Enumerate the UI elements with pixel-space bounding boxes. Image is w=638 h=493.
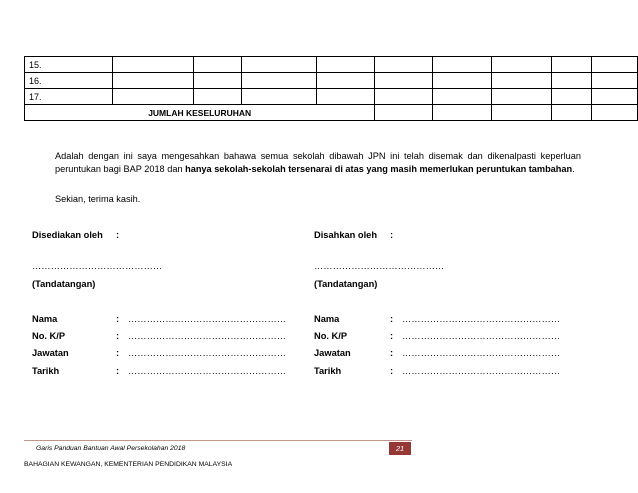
- table-row: [25, 73, 638, 89]
- paragraph-bold-text: hanya sekolah-sekolah tersenarai di atas yang masih memerlukan peruntukan tambahan: [185, 163, 573, 174]
- total-label: JUMLAH KESELURUHAN: [25, 105, 375, 121]
- table-row: [25, 57, 638, 73]
- allocation-table: [24, 56, 638, 121]
- right-ic-field: ……………………………………………: [402, 331, 561, 341]
- left-ic-field: ……………………………………………: [128, 331, 287, 341]
- right-name-colon: :: [390, 314, 394, 324]
- right-date-field: ……………………………………………: [402, 366, 561, 376]
- prepared-by-label: Disediakan oleh: [32, 230, 103, 240]
- right-ic-colon: :: [390, 331, 394, 341]
- right-position-label: Jawatan: [314, 348, 351, 358]
- footer-divider: [24, 440, 412, 441]
- prepared-signature-label: (Tandatangan): [32, 279, 96, 289]
- left-position-field: ……………………………………………: [128, 348, 287, 358]
- left-ic-colon: :: [116, 331, 120, 341]
- prepared-signature-line: ……………………………………: [32, 261, 163, 271]
- right-ic-label: No. K/P: [314, 331, 348, 341]
- right-name-label: Nama: [314, 314, 340, 324]
- left-name-field: ……………………………………………: [128, 314, 287, 324]
- left-name-label: Nama: [32, 314, 58, 324]
- left-name-colon: :: [116, 314, 120, 324]
- left-date-label: Tarikh: [32, 366, 60, 376]
- right-name-field: ……………………………………………: [402, 314, 561, 324]
- row-number: 16.: [25, 73, 113, 89]
- prepared-by-colon: :: [116, 230, 120, 240]
- certification-paragraph: [55, 150, 581, 175]
- department-name: BAHAGIAN KEWANGAN, KEMENTERIAN PENDIDIKAN MALAYSIA: [24, 461, 233, 468]
- approved-by-label: Disahkan oleh: [314, 230, 378, 240]
- right-date-label: Tarikh: [314, 366, 342, 376]
- right-position-colon: :: [390, 348, 394, 358]
- approved-signature-line: ……………………………………: [314, 261, 445, 271]
- row-number: 17.: [25, 89, 113, 105]
- left-date-colon: :: [116, 366, 120, 376]
- table-row: [25, 89, 638, 105]
- left-ic-label: No. K/P: [32, 331, 66, 341]
- approved-signature-label: (Tandatangan): [314, 279, 378, 289]
- paragraph-text: Adalah dengan ini saya mengesahkan bahawa semua sekolah dibawah JPN ini telah disemak dan dikenalpasti keperluan peruntukan bagi BAP 2018 dan: [55, 151, 581, 174]
- approved-by-colon: :: [390, 230, 394, 240]
- closing-text: Sekian, terima kasih.: [55, 194, 141, 204]
- right-position-field: ……………………………………………: [402, 348, 561, 358]
- right-date-colon: :: [390, 366, 394, 376]
- guide-title: Garis Panduan Bantuan Awal Persekolahan 2018: [36, 445, 186, 452]
- page-number: 21: [389, 442, 411, 455]
- left-position-colon: :: [116, 348, 120, 358]
- row-number: 15.: [25, 57, 113, 73]
- left-position-label: Jawatan: [32, 348, 69, 358]
- left-date-field: ……………………………………………: [128, 366, 287, 376]
- paragraph-end: .: [572, 163, 575, 174]
- total-row: [25, 105, 638, 121]
